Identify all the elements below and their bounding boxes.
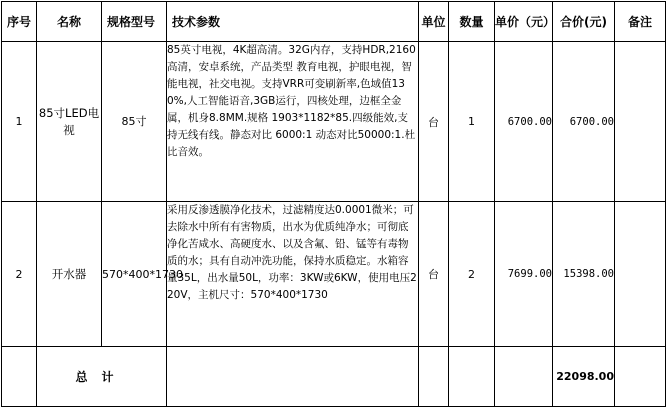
total-empty-cell <box>167 347 419 407</box>
quotation-table <box>1 1 666 407</box>
header-remark: 备注 <box>615 2 666 42</box>
table-row <box>2 202 666 347</box>
row-qty: 2 <box>449 202 495 347</box>
total-empty-cell <box>449 347 495 407</box>
row-remark <box>615 42 666 202</box>
row-price: 6700.00 <box>495 42 553 202</box>
table-row <box>2 42 666 202</box>
total-empty-cell <box>419 347 449 407</box>
row-name: 开水器 <box>37 202 102 347</box>
total-row <box>2 347 666 407</box>
row-params: 85英寸电视，4K超高清。32G内存，支持HDR,2160高清，安卓系统，产品类型 教育电视，护眼电视，智能电视，社交电视。支持VRR可变刷新率,色域值130%,人工智能语音,3GB运行，四核处理，边框全金属，机身8.8MM.规格 1903*1182*85.四级能效,支持无线有线。静态对比 6000:1 动态对比50000:1.杜比音效。 <box>167 42 419 202</box>
row-unit: 台 <box>419 42 449 202</box>
row-params: 采用反渗透膜净化技术，过滤精度达0.0001微米；可去除水中所有有害物质，出水为优质纯净水；可彻底净化苦咸水、高硬度水、以及含氟、铅、锰等有毒物质的水；具有自动冲洗功能，保持水质稳定。水箱容量35L，出水量50L，功率：3KW或6KW，使用电压220V，主机尺寸：570*400*1730 <box>167 202 419 347</box>
total-empty-cell <box>615 347 666 407</box>
total-empty-cell <box>495 347 553 407</box>
header-params: 技术参数 <box>167 2 419 42</box>
row-spec: 570*400*1730 <box>102 202 167 347</box>
total-empty-cell <box>2 347 37 407</box>
header-price: 单价（元） <box>495 2 553 42</box>
row-price: 7699.00 <box>495 202 553 347</box>
row-remark <box>615 202 666 347</box>
header-qty: 数量 <box>449 2 495 42</box>
row-unit: 台 <box>419 202 449 347</box>
header-seq: 序号 <box>2 2 37 42</box>
header-name: 名称 <box>37 2 102 42</box>
row-amount: 6700.00 <box>553 42 615 202</box>
table-header-row <box>2 2 666 42</box>
header-unit: 单位 <box>419 2 449 42</box>
total-amount: 22098.00 <box>553 347 615 407</box>
header-spec: 规格型号 <box>102 2 167 42</box>
header-amount: 合价(元) <box>553 2 615 42</box>
row-name: 85寸LED电视 <box>37 42 102 202</box>
row-spec: 85寸 <box>102 42 167 202</box>
row-qty: 1 <box>449 42 495 202</box>
row-amount: 15398.00 <box>553 202 615 347</box>
row-seq: 2 <box>2 202 37 347</box>
row-seq: 1 <box>2 42 37 202</box>
total-label: 总计 <box>37 347 167 407</box>
